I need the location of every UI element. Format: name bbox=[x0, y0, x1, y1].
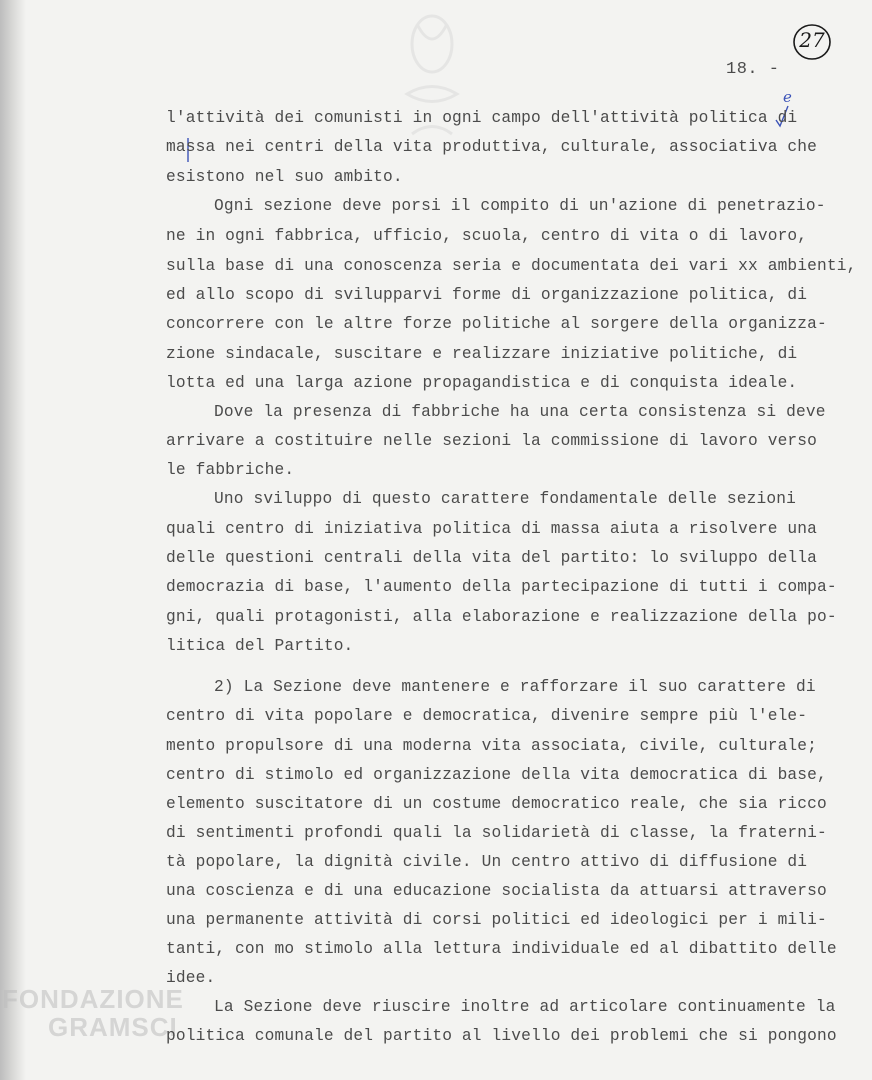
text-line: arrivare a costituire nelle sezioni la commissione di lavoro verso bbox=[166, 432, 818, 450]
scan-edge-shadow bbox=[0, 0, 26, 1080]
text-line: sulla base di una conoscenza seria e documentata dei vari xx ambienti, bbox=[166, 257, 857, 275]
text-line: La Sezione deve riuscire inoltre ad articolare continuamente la bbox=[214, 998, 836, 1016]
text-line: esistono nel suo ambito. bbox=[166, 168, 403, 186]
text-line: lotta ed una larga azione propagandistica e di conquista ideale. bbox=[166, 374, 798, 392]
text-line: tà popolare, la dignità civile. Un centro attivo di diffusione di bbox=[166, 853, 808, 871]
text-line: una coscienza e di una educazione socialista da attuarsi attraverso bbox=[166, 882, 827, 900]
text-line: idee. bbox=[166, 969, 216, 987]
text-line: litica del Partito. bbox=[166, 637, 354, 655]
text-line: centro di vita popolare e democratica, divenire sempre più l'ele- bbox=[166, 707, 808, 725]
text-line: tanti, con mo stimolo alla lettura individuale ed al dibattito delle bbox=[166, 940, 837, 958]
text-line: mento propulsore di una moderna vita associata, civile, culturale; bbox=[166, 737, 818, 755]
page-number: 18. - bbox=[726, 60, 780, 79]
text-line: Uno sviluppo di questo carattere fondamentale delle sezioni bbox=[214, 490, 796, 508]
text-line: di sentimenti profondi quali la solidarietà di classe, la fraterni- bbox=[166, 824, 827, 842]
watermark-line-2: GRAMSCI bbox=[48, 1012, 178, 1042]
text-line: ed allo scopo di svilupparvi forme di organizzazione politica, di bbox=[166, 286, 808, 304]
text-line: Dove la presenza di fabbriche ha una certa consistenza si deve bbox=[214, 403, 826, 421]
text-line: quali centro di iniziativa politica di massa aiuta a risolvere una bbox=[166, 520, 818, 538]
text-line: politica comunale del partito al livello dei problemi che si pongono bbox=[166, 1027, 837, 1045]
text-line: una permanente attività di corsi politici ed ideologici per i mili- bbox=[166, 911, 827, 929]
text-line: 2) La Sezione deve mantenere e rafforzare il suo carattere di bbox=[214, 678, 816, 696]
text-line: l'attività dei comunisti in ogni campo dell'attività politica di bbox=[166, 109, 798, 127]
margin-correction-e: e bbox=[783, 88, 792, 106]
text-line: concorrere con le altre forze politiche al sorgere della organizza- bbox=[166, 315, 827, 333]
watermark-line-1: FONDAZIONE bbox=[2, 984, 184, 1014]
folio-number: 27 bbox=[799, 28, 825, 52]
text-line: delle questioni centrali della vita del partito: lo sviluppo della bbox=[166, 549, 818, 567]
text-line: zione sindacale, suscitare e realizzare iniziative politiche, di bbox=[166, 345, 798, 363]
text-line: le fabbriche. bbox=[166, 461, 295, 479]
text-line: gni, quali protagonisti, alla elaborazione e realizzazione della po- bbox=[166, 608, 837, 626]
text-line: democrazia di base, l'aumento della partecipazione di tutti i compa- bbox=[166, 578, 837, 596]
foundation-seal-watermark bbox=[392, 4, 472, 159]
text-line: massa nei centri della vita produttiva, culturale, associativa che bbox=[166, 138, 818, 156]
text-line: elemento suscitatore di un costume democratico reale, che sia ricco bbox=[166, 795, 827, 813]
text-line: Ogni sezione deve porsi il compito di un'azione di penetrazio- bbox=[214, 197, 826, 215]
fondazione-gramsci-watermark bbox=[2, 986, 184, 1040]
folio-circle bbox=[792, 22, 832, 62]
text-line: ne in ogni fabbrica, ufficio, scuola, centro di vita o di lavoro, bbox=[166, 227, 808, 245]
text-line: centro di stimolo ed organizzazione della vita democratica di base, bbox=[166, 766, 827, 784]
